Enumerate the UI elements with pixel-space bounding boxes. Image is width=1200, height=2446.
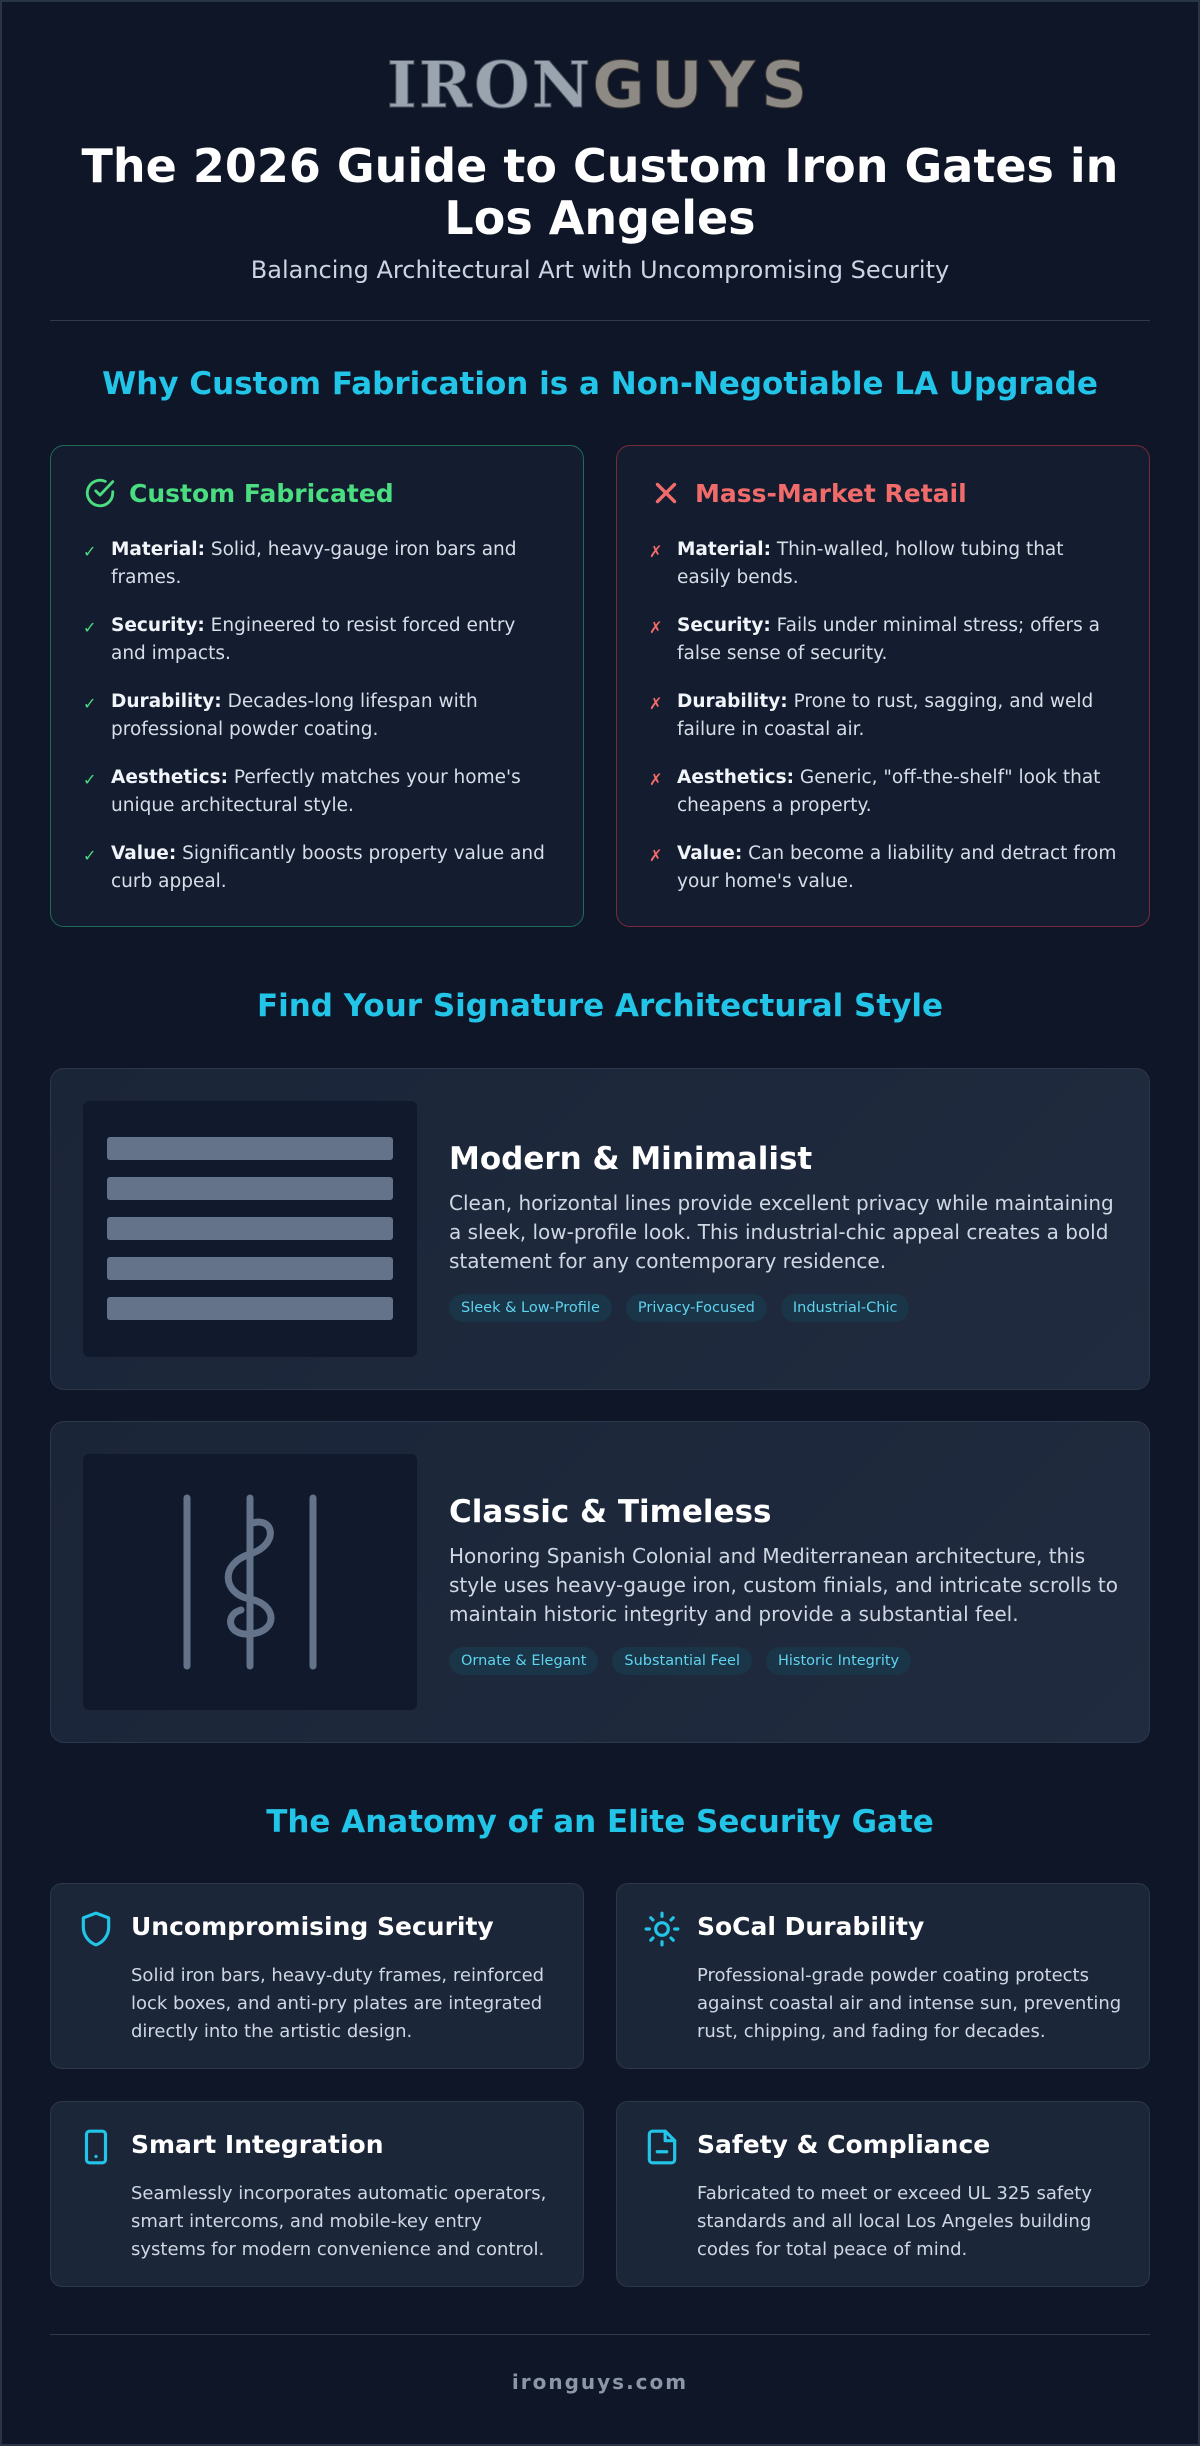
item-key: Durability: [111, 691, 222, 712]
feature-card-compliance [616, 2101, 1150, 2287]
mass-market-retail-header [649, 476, 967, 510]
mass-market-retail-label: Mass-Market Retail [695, 478, 967, 508]
sun-icon [643, 1910, 681, 1948]
item-text: Thin-walled, hollow tubing that easily bends. [677, 539, 1064, 588]
comparison-section-title: Why Custom Fabrication is a Non-Negotiable LA Upgrade [102, 366, 1098, 402]
list-item [83, 764, 553, 840]
feature-text: Solid iron bars, heavy-duty frames, reinforced lock boxes, and anti-pry plates are integrated directly into the artistic design. [131, 1965, 545, 2042]
list-item [83, 840, 553, 916]
list-item [649, 840, 1119, 916]
style-description: Clean, horizontal lines provide excellent privacy while maintaining a sleek, low-profile look. This industrial-chic appeal creates a bold statement for any contemporary residence. [449, 1191, 1114, 1273]
mass-market-retail-list [649, 536, 1119, 916]
style-tag: Sleek & Low-Profile [449, 1294, 612, 1322]
item-key: Security: [677, 615, 771, 636]
checkmark-icon: ✓ [83, 694, 97, 713]
list-item [649, 764, 1119, 840]
page-subtitle: Balancing Architectural Art with Uncompromising Security [250, 256, 950, 284]
mass-market-retail-card [616, 445, 1150, 927]
cross-icon: ✗ [649, 618, 663, 637]
style-card-modern [50, 1068, 1150, 1390]
feature-title: SoCal Durability [697, 1912, 925, 1941]
divider [50, 320, 1150, 321]
checkmark-icon: ✓ [83, 770, 97, 789]
logo-guys-text: GUYS [592, 49, 814, 123]
item-text: Prone to rust, sagging, and weld failure in coastal air. [677, 691, 1094, 740]
style-body [449, 1492, 1119, 1675]
item-key: Value: [111, 843, 177, 864]
feature-card-smart [50, 2101, 584, 2287]
check-circle-icon [83, 476, 117, 510]
item-text: Decades-long lifespan with professional powder coating. [111, 691, 478, 740]
item-key: Value: [677, 843, 743, 864]
styles-section-title: Find Your Signature Architectural Style [256, 988, 944, 1024]
gate-bar [107, 1297, 393, 1320]
feature-title: Smart Integration [131, 2130, 384, 2159]
feature-text: Fabricated to meet or exceed UL 325 safety standards and all local Los Angeles building codes for total peace of mind. [697, 2183, 1092, 2260]
style-card-classic [50, 1421, 1150, 1743]
style-tag: Ornate & Elegant [449, 1647, 598, 1675]
cross-icon: ✗ [649, 846, 663, 865]
custom-fabricated-label: Custom Fabricated [129, 478, 394, 508]
style-tags [449, 1294, 1119, 1322]
custom-fabricated-header [83, 476, 394, 510]
cross-icon: ✗ [649, 694, 663, 713]
style-tag: Substantial Feel [612, 1647, 752, 1675]
style-title: Modern & Minimalist [449, 1141, 813, 1177]
logo-iron-text: IRON [386, 48, 593, 123]
item-text: Fails under minimal stress; offers a false sense of security. [677, 615, 1100, 664]
gate-bar [107, 1137, 393, 1160]
gate-bar [107, 1217, 393, 1240]
item-text: Can become a liability and detract from your home's value. [677, 843, 1117, 892]
feature-text: Seamlessly incorporates automatic operators, smart intercoms, and mobile-key entry systems for modern convenience and control. [131, 2183, 547, 2260]
item-text: Generic, "off-the-shelf" look that cheapens a property. [677, 767, 1101, 816]
style-tag: Historic Integrity [766, 1647, 911, 1675]
cross-icon: ✗ [649, 770, 663, 789]
gate-bar [107, 1177, 393, 1200]
style-tags [449, 1647, 1119, 1675]
list-item [83, 688, 553, 764]
ornate-gate-icon [83, 1454, 417, 1710]
list-item [649, 688, 1119, 764]
checkmark-icon: ✓ [83, 542, 97, 561]
item-key: Material: [677, 539, 771, 560]
x-mark-icon [649, 476, 683, 510]
item-key: Aesthetics: [111, 767, 228, 788]
footer-url[interactable]: ironguys.com [511, 2370, 689, 2394]
item-text: Solid, heavy-gauge iron bars and frames. [111, 539, 517, 588]
style-title: Classic & Timeless [449, 1494, 772, 1530]
list-item [83, 536, 553, 612]
item-key: Aesthetics: [677, 767, 794, 788]
feature-card-durability [616, 1883, 1150, 2069]
horizontal-bars-illustration [83, 1101, 417, 1357]
shield-icon [77, 1910, 115, 1948]
item-key: Durability: [677, 691, 788, 712]
brand-logo [0, 50, 1200, 122]
list-item [649, 536, 1119, 612]
style-body [449, 1139, 1119, 1322]
divider [50, 2334, 1150, 2335]
anatomy-section-title: The Anatomy of an Elite Security Gate [266, 1804, 934, 1840]
feature-text: Professional-grade powder coating protects against coastal air and intense sun, preventing rust, chipping, and fading for decades. [697, 1965, 1122, 2042]
style-description: Honoring Spanish Colonial and Mediterranean architecture, this style uses heavy-gauge iron, custom finials, and intricate scrolls to maintain historic integrity and provide a substantial feel. [449, 1544, 1119, 1626]
item-key: Material: [111, 539, 205, 560]
document-icon [643, 2128, 681, 2166]
smartphone-icon [77, 2128, 115, 2166]
feature-card-security [50, 1883, 584, 2069]
gate-bar [107, 1257, 393, 1280]
checkmark-icon: ✓ [83, 846, 97, 865]
style-tag: Industrial-Chic [781, 1294, 910, 1322]
item-text: Perfectly matches your home's unique architectural style. [111, 767, 521, 816]
scroll-bars-illustration [83, 1454, 417, 1710]
list-item [83, 612, 553, 688]
list-item [649, 612, 1119, 688]
cross-icon: ✗ [649, 542, 663, 561]
custom-fabricated-card [50, 445, 584, 927]
item-key: Security: [111, 615, 205, 636]
custom-fabricated-list [83, 536, 553, 916]
page-title: The 2026 Guide to Custom Iron Gates in Los Angeles [81, 139, 1119, 245]
style-tag: Privacy-Focused [626, 1294, 767, 1322]
feature-title: Uncompromising Security [131, 1912, 494, 1941]
feature-title: Safety & Compliance [697, 2130, 991, 2159]
checkmark-icon: ✓ [83, 618, 97, 637]
item-text: Significantly boosts property value and curb appeal. [111, 843, 545, 892]
item-text: Engineered to resist forced entry and impacts. [111, 615, 516, 664]
